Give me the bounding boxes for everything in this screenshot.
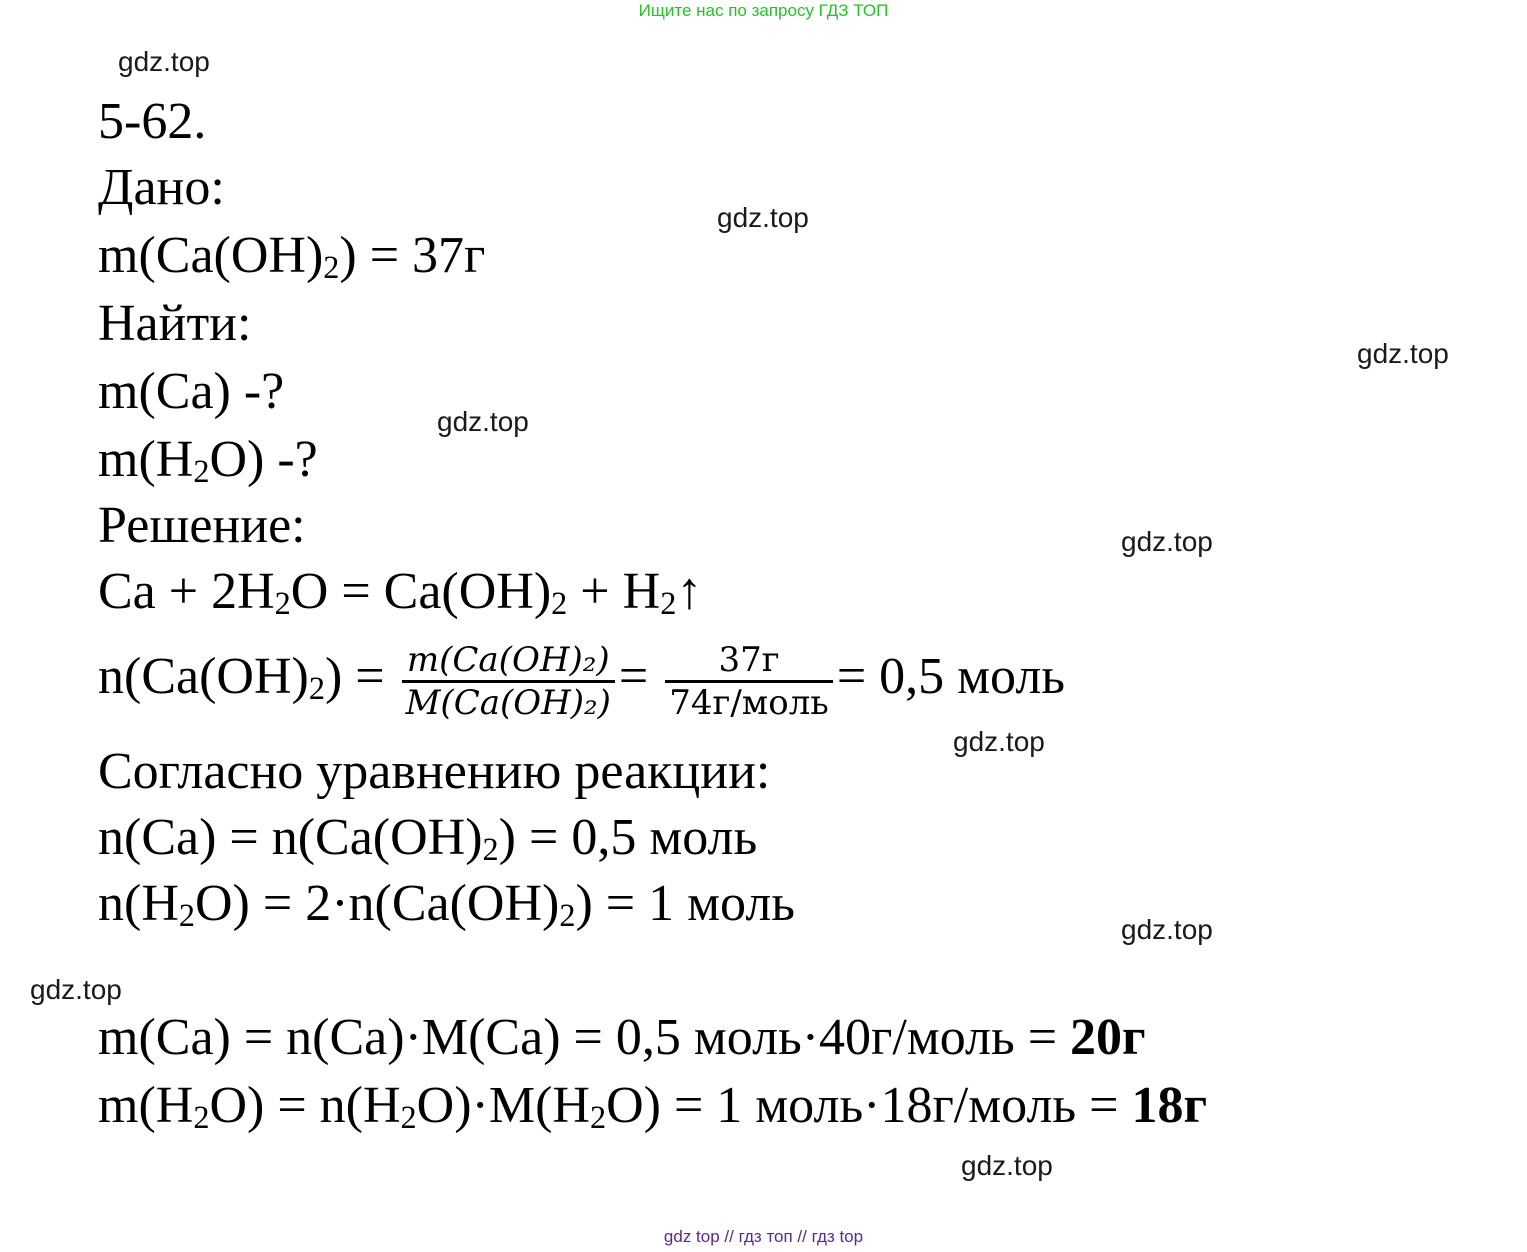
fraction-mass-over-molar xyxy=(402,640,615,723)
find-h2o: $m(H_2O)$ -? xyxy=(98,431,318,489)
watermark: gdz.top xyxy=(30,974,122,1005)
moles-calculation: $n(Ca(OH)_2)$ = $\frac{\text{m(Ca(OH)₂)}}{\text{M(Ca(OH)₂)}}$ = $\frac{37г}{\text{74г/моль}}$ = 0,5 моль xyxy=(98,639,1066,723)
mass-h2o: $m(H_2O) = n(H_2O)\cdot M(H_2O) = 1$ моль·18г/моль = 18г xyxy=(98,1077,1208,1135)
reaction-equation: $Ca + 2H_2O = Ca(OH)_2$ + $H_2↑$ xyxy=(98,563,703,621)
given-mass: $m(Ca(OH)_2) = 37г$ xyxy=(98,227,486,285)
fraction-numerator: m(Ca(OH)₂) xyxy=(402,640,615,683)
watermark: gdz.top xyxy=(1357,338,1449,369)
watermark: gdz.top xyxy=(953,726,1045,757)
fraction-denominator: M(Ca(OH)₂) xyxy=(405,682,611,723)
watermark: gdz.top xyxy=(437,406,529,437)
watermark: gdz.top xyxy=(1121,526,1213,557)
result-h2o: 18г xyxy=(1131,1077,1208,1134)
fraction-values xyxy=(665,640,833,723)
fraction-numerator: 37г xyxy=(665,640,833,683)
result-ca: 20г xyxy=(1070,1009,1146,1066)
watermark: gdz.top xyxy=(118,46,210,77)
moles-h2o: $n(H_2O) = 2\cdot n(Ca(OH)_2) = 1$ моль xyxy=(98,875,795,933)
mass-ca: m(Ca) = n(Ca)·M(Ca) = 0,5 моль·40г/моль = 20г xyxy=(98,1009,1146,1066)
find-ca: m(Ca) -? xyxy=(98,363,285,420)
fraction-denominator: 74г/моль xyxy=(669,682,829,723)
given-label: Дано: xyxy=(98,159,225,216)
equation-label: Согласно уравнению реакции: xyxy=(98,743,771,800)
watermark: gdz.top xyxy=(717,202,809,233)
find-label: Найти: xyxy=(98,295,252,352)
moles-ca: $n(Ca) = n(Ca(OH)_2) = 0,5$ моль xyxy=(98,809,758,867)
problem-number: 5-62. xyxy=(98,93,207,150)
bottom-banner[interactable]: gdz top // гдз топ // гдз top xyxy=(663,1227,864,1246)
top-banner[interactable]: Ищите нас по запросу ГДЗ ТОП xyxy=(638,1,889,20)
solution-label: Решение: xyxy=(98,497,306,554)
watermark: gdz.top xyxy=(1121,914,1213,945)
watermark: gdz.top xyxy=(961,1150,1053,1181)
